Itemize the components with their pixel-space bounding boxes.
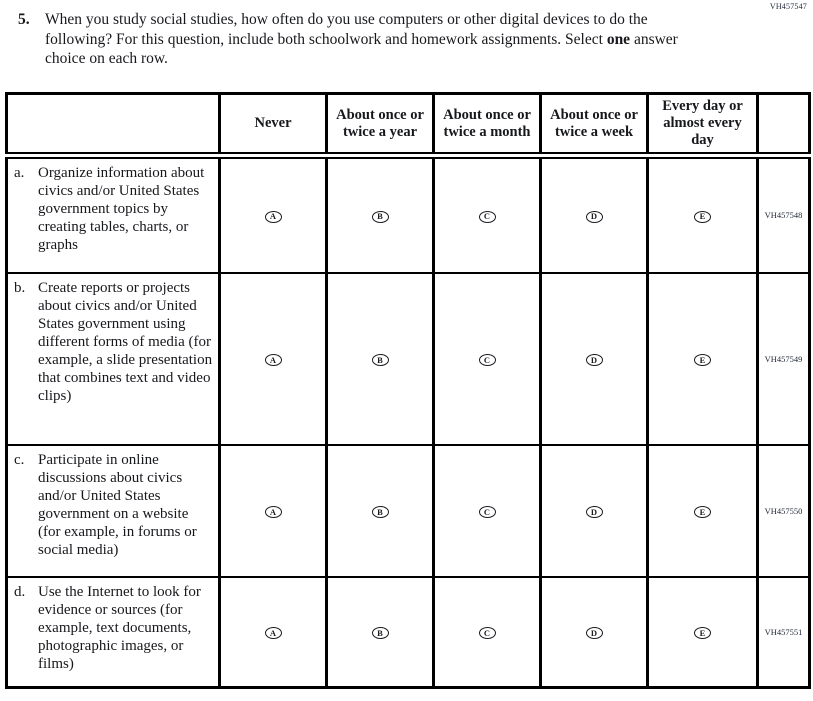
- answer-bubble-c-C[interactable]: C: [479, 506, 496, 518]
- row-code-a: VH457548: [758, 156, 810, 273]
- cell-a-year: [327, 156, 434, 273]
- answer-bubble-b-C[interactable]: C: [479, 354, 496, 366]
- answer-bubble-a-D[interactable]: D: [586, 211, 603, 223]
- answer-bubble-d-C[interactable]: C: [479, 627, 496, 639]
- table-row-c: [7, 445, 810, 577]
- answer-grid-table: [5, 92, 811, 689]
- cell-d-never: [220, 577, 327, 688]
- answer-bubble-a-A[interactable]: A: [265, 211, 282, 223]
- answer-bubble-c-D[interactable]: D: [586, 506, 603, 518]
- page-accession-code: VH457547: [769, 2, 807, 11]
- cell-b-week: [541, 273, 648, 445]
- cell-c-year: [327, 445, 434, 577]
- cell-c-everyday: [648, 445, 758, 577]
- row-text-a: Organize information about civics and/or United States government topics by creating tables, charts, or graphs: [38, 165, 205, 253]
- cell-c-week: [541, 445, 648, 577]
- answer-bubble-a-E[interactable]: E: [694, 211, 711, 223]
- answer-bubble-d-B[interactable]: B: [372, 627, 389, 639]
- cell-a-everyday: [648, 156, 758, 273]
- answer-bubble-c-E[interactable]: E: [694, 506, 711, 518]
- answer-bubble-d-E[interactable]: E: [694, 627, 711, 639]
- row-text-d: Use the Internet to look for evidence or sources (for example, text documents, photographic images, or films): [38, 583, 201, 672]
- table-row-b: [7, 273, 810, 445]
- row-marker-c: c.: [14, 451, 25, 468]
- question-text-pre: When you study social studies, how often do you use computers or other digital devices to do the following? For this question, include both schoolwork and homework assignments. Select: [45, 11, 648, 48]
- answer-bubble-b-A[interactable]: A: [265, 354, 282, 366]
- cell-c-month: [434, 445, 541, 577]
- row-text-b: Create reports or projects about civics and/or United States government using different forms of media (for example, a slide presentation that combines text and video clips): [38, 279, 213, 404]
- answer-bubble-a-C[interactable]: C: [479, 211, 496, 223]
- cell-b-never: [220, 273, 327, 445]
- cell-a-week: [541, 156, 648, 273]
- column-header-once-twice-year: About once or twice a year: [327, 94, 434, 156]
- cell-d-everyday: [648, 577, 758, 688]
- column-header-never: Never: [220, 94, 327, 156]
- cell-d-week: [541, 577, 648, 688]
- row-code-b: VH457549: [758, 273, 810, 445]
- answer-bubble-d-D[interactable]: D: [586, 627, 603, 639]
- column-header-once-twice-week: About once or twice a week: [541, 94, 648, 156]
- row-code-c: VH457550: [758, 445, 810, 577]
- header-row: [7, 94, 810, 156]
- question-text: [45, 10, 693, 69]
- question-text-bold: one: [606, 30, 631, 48]
- cell-c-never: [220, 445, 327, 577]
- row-code-d: VH457551: [758, 577, 810, 688]
- cell-a-month: [434, 156, 541, 273]
- row-label-a: [7, 156, 220, 273]
- answer-bubble-a-B[interactable]: B: [372, 211, 389, 223]
- column-header-once-twice-month: About once or twice a month: [434, 94, 541, 156]
- question-block: [18, 10, 708, 69]
- row-label-c: [7, 445, 220, 577]
- row-label-b: [7, 273, 220, 445]
- column-header-every-day: Every day or almost every day: [648, 94, 758, 156]
- row-marker-a: a.: [14, 165, 25, 181]
- row-marker-d: d.: [14, 583, 26, 600]
- header-blank-corner: [7, 94, 220, 156]
- table-row-a: [7, 156, 810, 273]
- cell-b-month: [434, 273, 541, 445]
- cell-d-year: [327, 577, 434, 688]
- row-marker-b: b.: [14, 279, 26, 296]
- answer-bubble-b-B[interactable]: B: [372, 354, 389, 366]
- answer-bubble-d-A[interactable]: A: [265, 627, 282, 639]
- answer-bubble-c-A[interactable]: A: [265, 506, 282, 518]
- header-blank-code: [758, 94, 810, 156]
- question-number: 5.: [18, 11, 30, 28]
- table-row-d: [7, 577, 810, 688]
- cell-b-year: [327, 273, 434, 445]
- row-label-d: [7, 577, 220, 688]
- answer-bubble-b-E[interactable]: E: [694, 354, 711, 366]
- cell-d-month: [434, 577, 541, 688]
- answer-bubble-b-D[interactable]: D: [586, 354, 603, 366]
- question-text-post: answer choice on each row.: [45, 30, 678, 68]
- cell-a-never: [220, 156, 327, 273]
- row-text-c: Participate in online discussions about civics and/or United States government on a website (for example, in forums or social media): [38, 451, 197, 558]
- answer-bubble-c-B[interactable]: B: [372, 506, 389, 518]
- cell-b-everyday: [648, 273, 758, 445]
